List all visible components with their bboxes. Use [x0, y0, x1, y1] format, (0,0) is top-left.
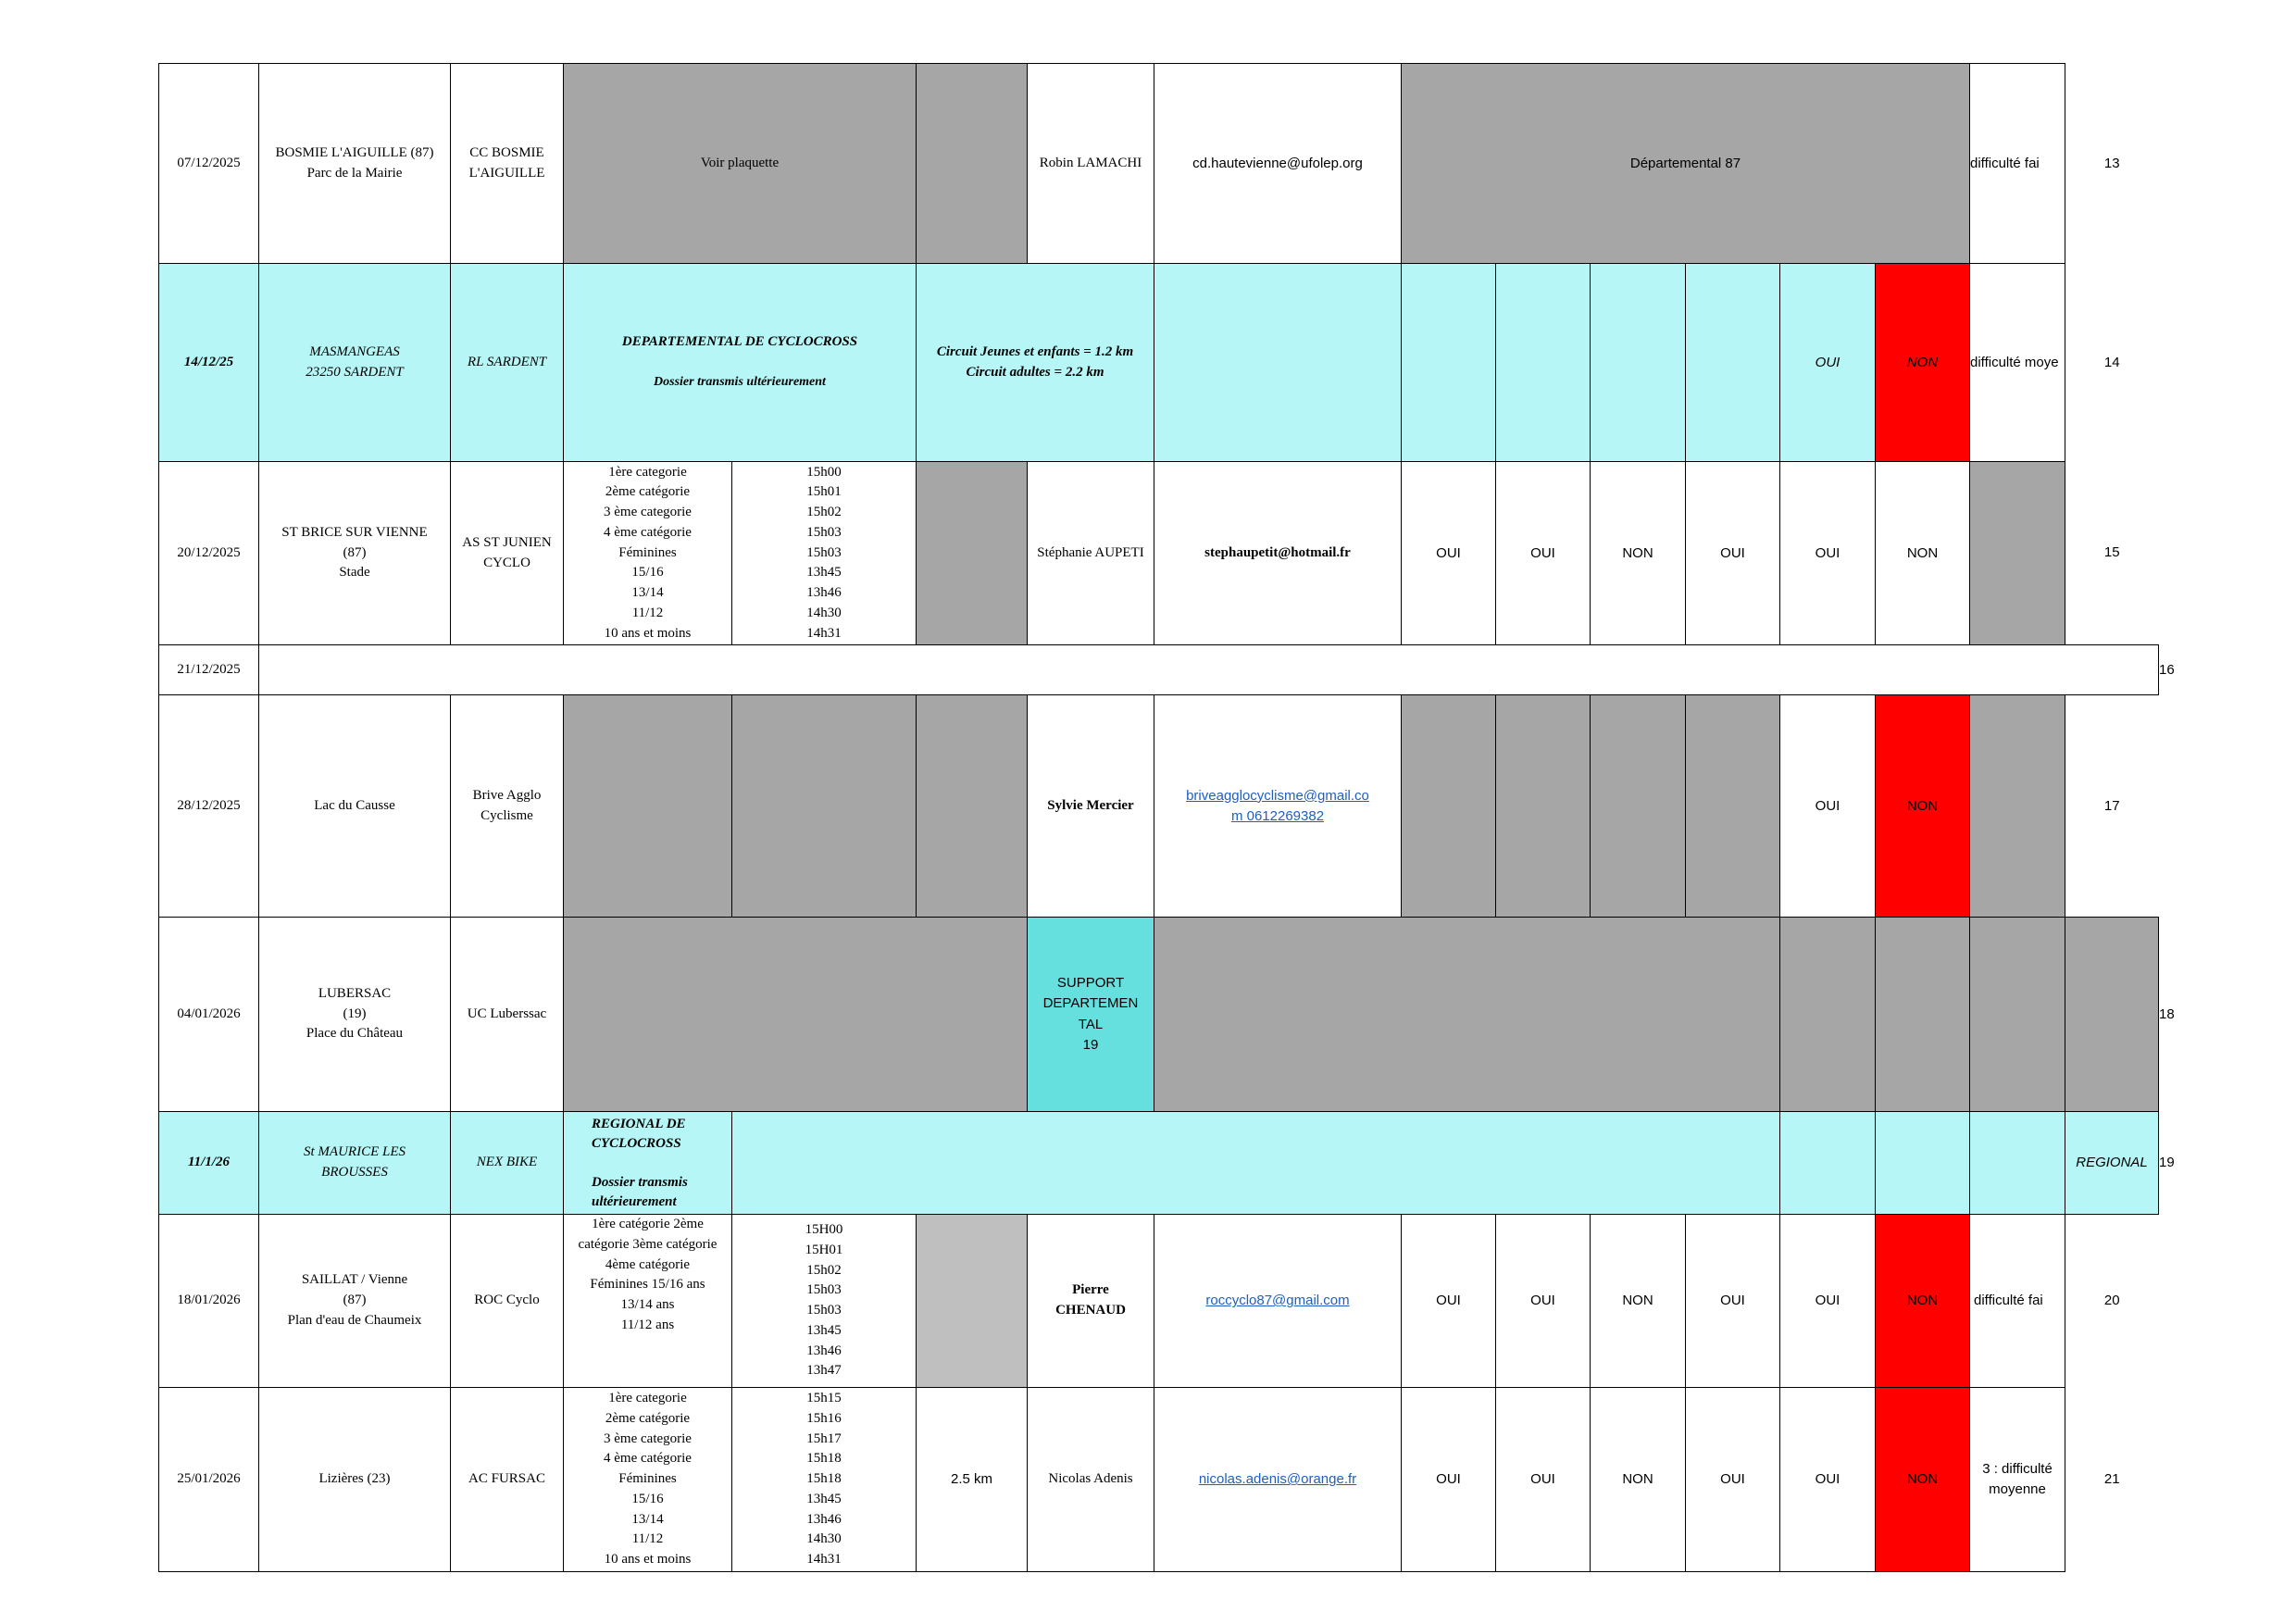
location-cell: St MAURICE LES BROUSSES — [259, 1112, 451, 1215]
club-cell: ROC Cyclo — [451, 1215, 564, 1388]
club-cell: RL SARDENT — [451, 264, 564, 462]
circuit-cell — [917, 462, 1028, 645]
contact-cell: Nicolas Adenis — [1028, 1388, 1154, 1572]
non-cell: NON — [1876, 1388, 1970, 1572]
contact-cell: Pierre CHENAUD — [1028, 1215, 1154, 1388]
table-row: 25/01/2026 Lizières (23) AC FURSAC 1ère categorie 2ème catégorie 3 ème categorie 4 ème catégorie Féminines 15/16 13/14 11/12 10 ans et moins 15h15 15h16 15h17 15h18 15h18 13h45 13h46 14h30 14h31 2.5 km Nicolas Adenis nicolas.adenis@orange.fr OUI OUI NON OUI OUI NON 3 : difficulté moyenne 21 — [159, 1388, 2176, 1572]
difficulty-cell: difficulté moye — [1970, 264, 2065, 462]
support-cell: SUPPORT DEPARTEMEN TAL 19 — [1028, 918, 1154, 1112]
table-row: 20/12/2025 ST BRICE SUR VIENNE (87) Stade AS ST JUNIEN CYCLO 1ère categorie 2ème catégorie 3 ème categorie 4 ème catégorie Féminines 15/16 13/14 11/12 10 ans et moins 15h00 15h01 15h02 15h03 15h03 13h45 13h46 14h30 14h31 Stéphanie AUPETI stephaupetit@hotmail.fr OUI OUI NON OUI OUI NON 15 — [159, 462, 2176, 645]
location-cell: ST BRICE SUR VIENNE (87) Stade — [259, 462, 451, 645]
events-cell: REGIONAL DE CYCLOCROSS Dossier transmis ultérieurement — [564, 1112, 732, 1215]
events-cell: DEPARTEMENTAL DE CYCLOCROSS Dossier transmis ultérieurement — [564, 264, 917, 462]
non-cell: NON — [1876, 264, 1970, 462]
club-cell: AC FURSAC — [451, 1388, 564, 1572]
email-link[interactable]: roccyclo87@gmail.com — [1154, 1215, 1402, 1388]
email-cell — [1154, 264, 1402, 462]
table-row — [159, 695, 2176, 918]
difficulty-cell: difficulté fai — [1970, 1215, 2065, 1388]
categories-cell: 1ère catégorie 2ème catégorie 3ème catégorie 4ème catégorie Féminines 15/16 ans 13/14 ans 11/12 ans — [564, 1215, 732, 1388]
table-row: 18/01/2026 SAILLAT / Vienne (87) Plan d'eau de Chaumeix ROC Cyclo 1ère catégorie 2ème catégorie 3ème catégorie 4ème catégorie Féminines 15/16 ans 13/14 ans 11/12 ans 15H00 15H01 15h02 15h03 15h03 13h45 13h46 13h47 Pierre CHENAUD roccyclo87@gmail.com OUI OUI NON OUI OUI NON difficulté fai 20 — [159, 1215, 2176, 1388]
circuit-cell: Circuit Jeunes et enfants = 1.2 km Circuit adultes = 2.2 km — [917, 264, 1154, 462]
oui-cell: OUI — [1780, 264, 1876, 462]
club-cell: Brive Agglo Cyclisme — [451, 695, 564, 918]
difficulty-cell: REGIONAL — [2065, 1112, 2159, 1215]
row-number: 13 — [2103, 155, 2120, 171]
row-number: 16 — [2159, 661, 2175, 678]
location-cell: Lac du Causse — [259, 695, 451, 918]
row-number: 21 — [2103, 1471, 2120, 1488]
date-cell: 04/01/2026 — [159, 918, 259, 1112]
row-number: 19 — [2159, 1155, 2175, 1171]
table-row — [159, 645, 2176, 695]
categories-cell: 1ère categorie 2ème catégorie 3 ème categorie 4 ème catégorie Féminines 15/16 13/14 11/12 10 ans et moins — [564, 1388, 732, 1572]
difficulty-cell: 3 : difficulté moyenne — [1970, 1388, 2065, 1572]
contact-cell: Sylvie Mercier — [1028, 695, 1154, 918]
date-cell: 20/12/2025 — [159, 462, 259, 645]
club-cell: NEX BIKE — [451, 1112, 564, 1215]
location-cell: BOSMIE L'AIGUILLE (87) Parc de la Mairie — [259, 64, 451, 264]
location-cell: Lizières (23) — [259, 1388, 451, 1572]
row-number: 18 — [2159, 1006, 2175, 1022]
club-cell: UC Luberssac — [451, 918, 564, 1112]
date-cell: 14/12/25 — [159, 264, 259, 462]
circuit-cell — [917, 1215, 1028, 1388]
categories-cell: 1ère categorie 2ème catégorie 3 ème categorie 4 ème catégorie Féminines 15/16 13/14 11/12 10 ans et moins — [564, 462, 732, 645]
date-cell: 18/01/2026 — [159, 1215, 259, 1388]
difficulty-cell: difficulté fai — [1970, 64, 2065, 264]
type-cell: Départemental 87 — [1402, 64, 1970, 264]
email-cell[interactable]: cd.hautevienne@ufolep.org — [1154, 64, 1402, 264]
times-cell: 15h00 15h01 15h02 15h03 15h03 13h45 13h46 14h30 14h31 — [732, 462, 917, 645]
email-link[interactable]: nicolas.adenis@orange.fr — [1154, 1388, 1402, 1572]
date-cell: 21/12/2025 — [159, 645, 259, 695]
table-row — [159, 1112, 2176, 1215]
email-link[interactable]: briveagglocyclisme@gmail.co m 0612269382 — [1154, 695, 1402, 918]
times-cell: 15h15 15h16 15h17 15h18 15h18 13h45 13h46 14h30 14h31 — [732, 1388, 917, 1572]
table-row — [159, 264, 2176, 462]
club-cell: AS ST JUNIEN CYCLO — [451, 462, 564, 645]
non-cell: NON — [1876, 1215, 1970, 1388]
date-cell: 07/12/2025 — [159, 64, 259, 264]
date-cell: 28/12/2025 — [159, 695, 259, 918]
row-number: 20 — [2103, 1293, 2120, 1309]
circuit-cell — [917, 64, 1028, 264]
events-cell: Voir plaquette — [564, 64, 917, 264]
contact-cell: Robin LAMACHI — [1028, 64, 1154, 264]
oui-cell: OUI — [1780, 695, 1876, 918]
row-number: 15 — [2103, 544, 2120, 561]
email-cell[interactable]: stephaupetit@hotmail.fr — [1154, 462, 1402, 645]
location-cell: MASMANGEAS 23250 SARDENT — [259, 264, 451, 462]
table-row — [159, 918, 2176, 1112]
location-cell: SAILLAT / Vienne (87) Plan d'eau de Chaumeix — [259, 1215, 451, 1388]
non-cell: NON — [1876, 695, 1970, 918]
row-number: 17 — [2103, 797, 2120, 814]
times-cell: 15H00 15H01 15h02 15h03 15h03 13h45 13h46 13h47 — [732, 1215, 917, 1388]
circuit-cell: 2.5 km — [917, 1388, 1028, 1572]
row-number: 14 — [2103, 354, 2120, 370]
location-cell: LUBERSAC (19) Place du Château — [259, 918, 451, 1112]
calendar-table — [158, 63, 2176, 1572]
contact-cell: Stéphanie AUPETI — [1028, 462, 1154, 645]
club-cell: CC BOSMIE L'AIGUILLE — [451, 64, 564, 264]
date-cell: 11/1/26 — [159, 1112, 259, 1215]
date-cell: 25/01/2026 — [159, 1388, 259, 1572]
table-row — [159, 64, 2176, 264]
difficulty-cell — [1970, 462, 2065, 645]
